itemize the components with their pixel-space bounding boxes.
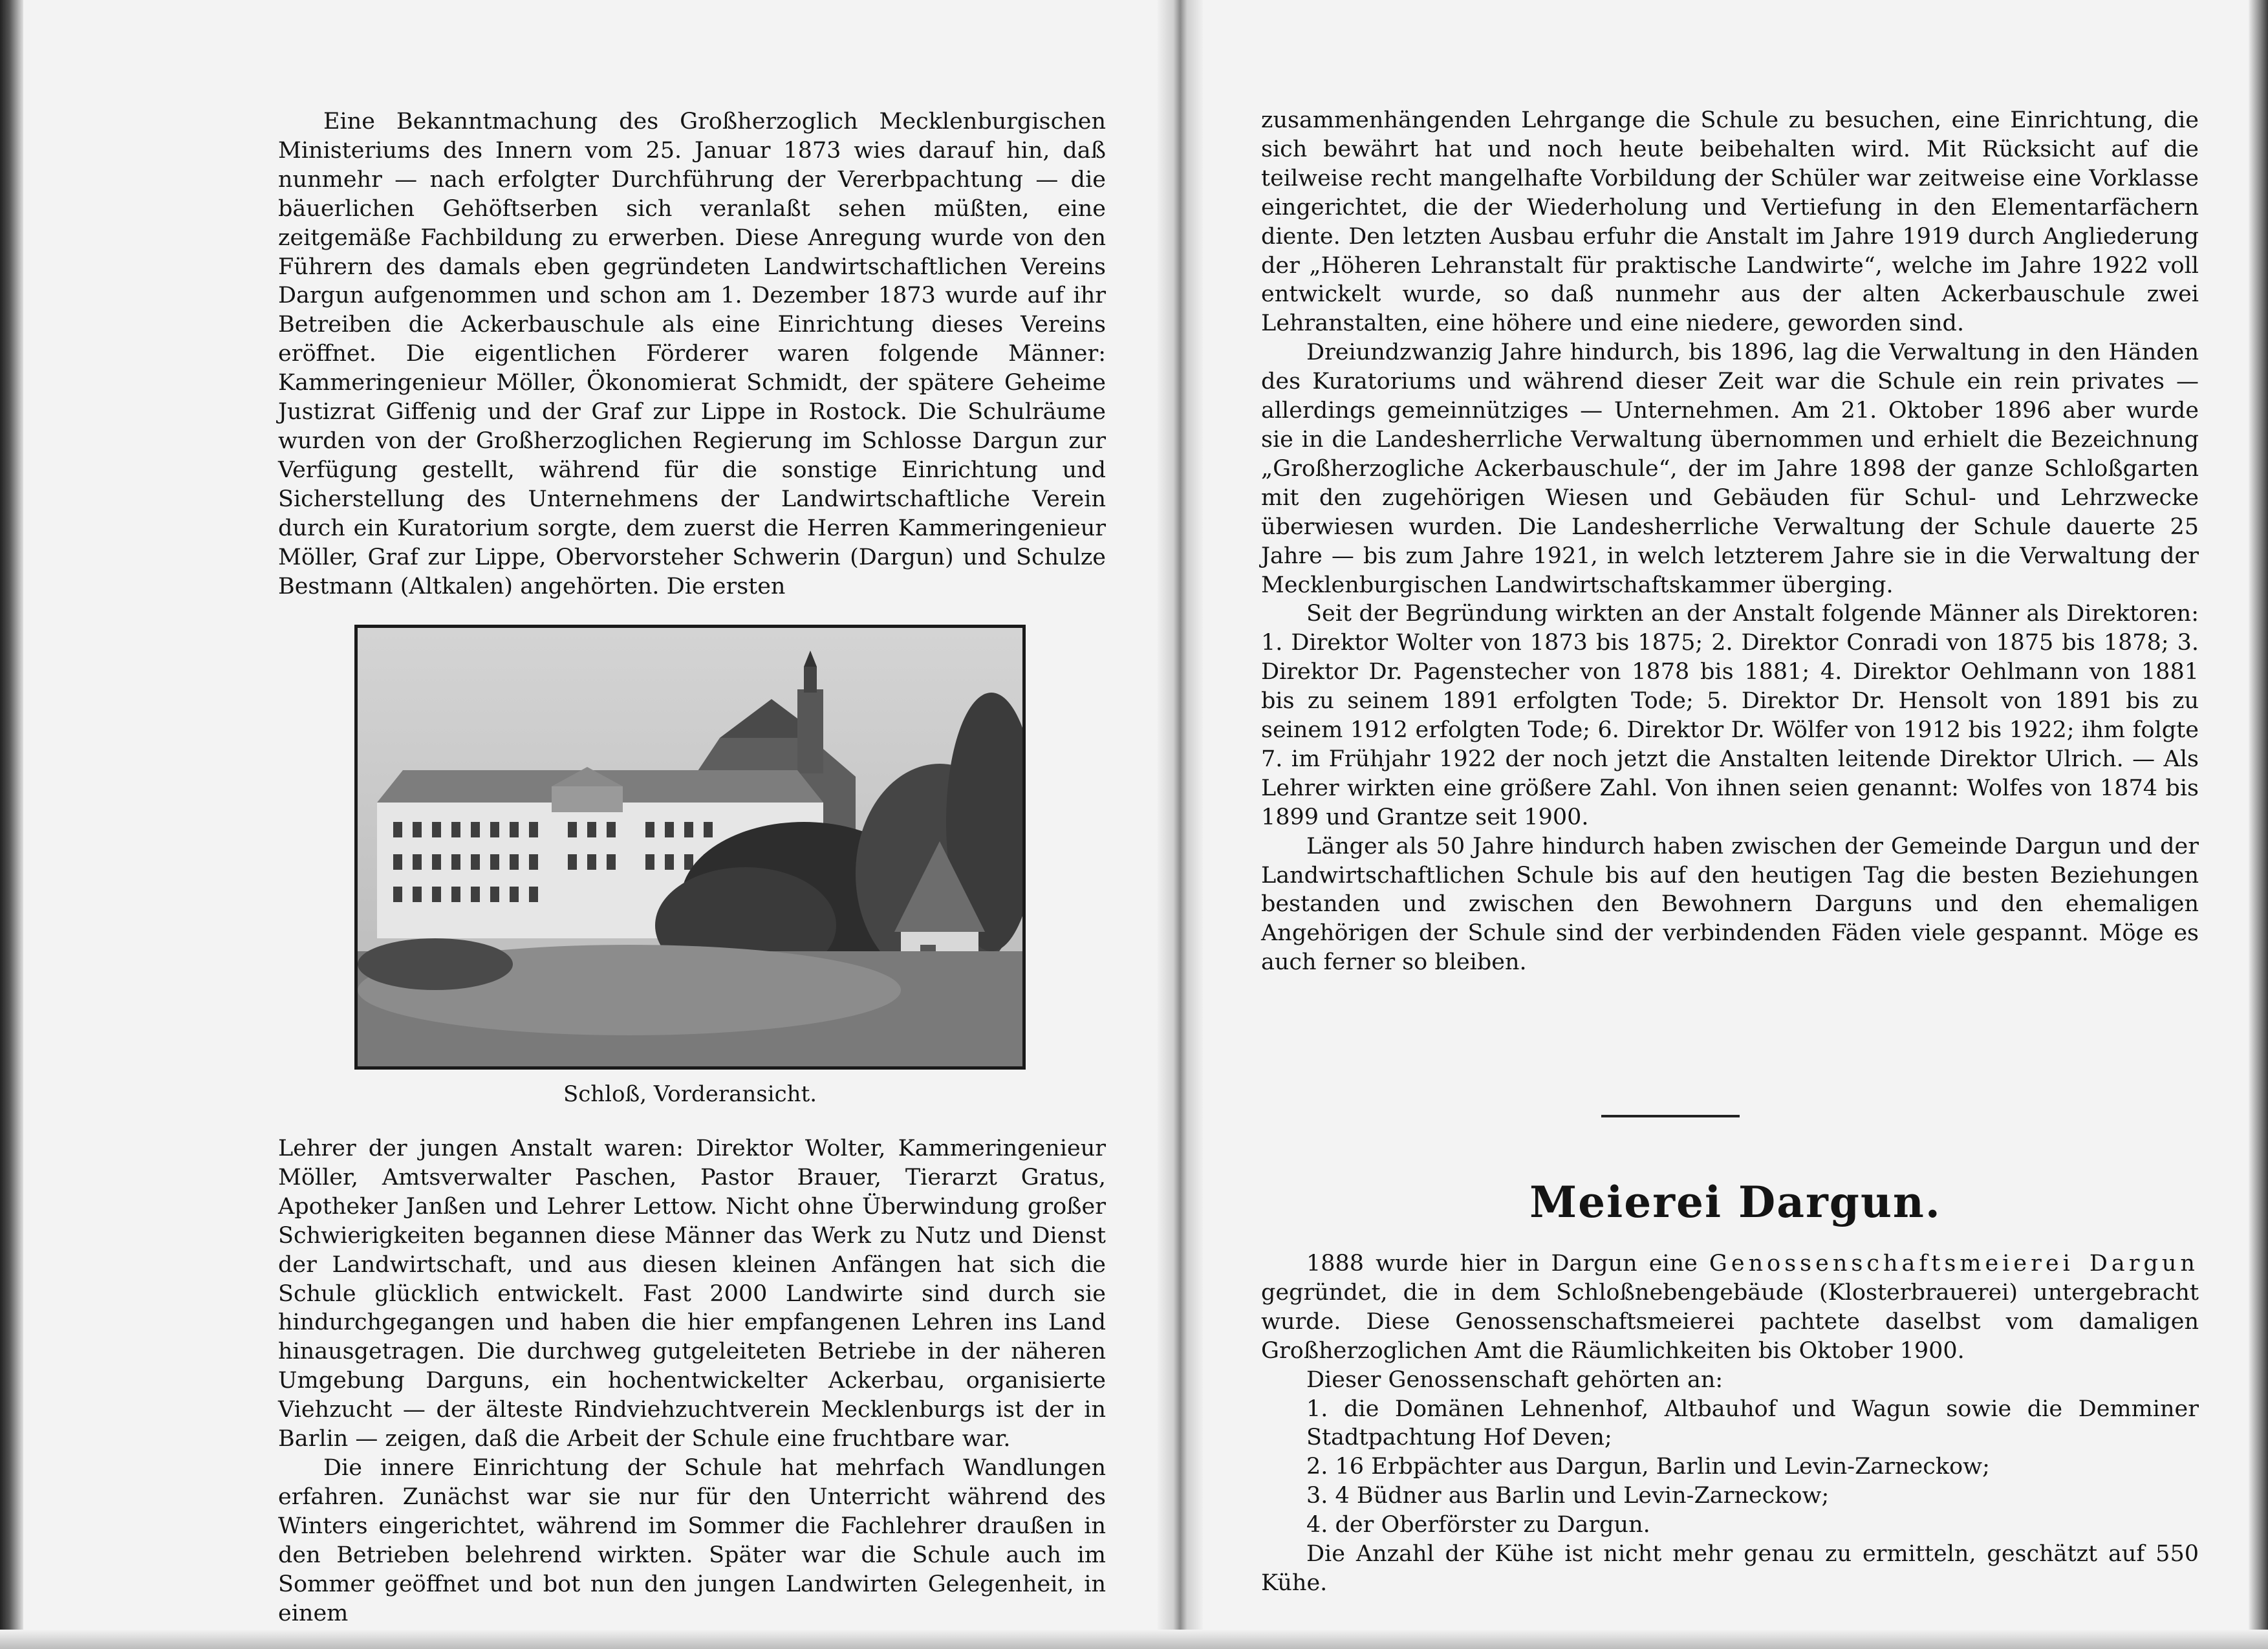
left-paragraph-2: Lehrer der jungen Anstalt waren: Direktor Wolter, Kammeringenieur Möller, Amtsverwalter Paschen, Pastor Brauer, Tierarzt Gratus, Apotheker Janßen und Lehrer Lettow. Nicht ohne Überwindung großer Schwierigkeiten begannen diese Männer das Werk zu Nutz und Dienst der Landwirtschaft, und aus diesen kleinen Anfängen hat sich die Schule glücklich entwickelt. Fast 2000 Landwirte sind durch sie hindurchgegangen und haben die hier empfangenen Lehren ins Land hinausgetragen. Die durchweg gutgeleiteten Betriebe in der näheren Umgebung Darguns, ein hochentwickelter Ackerbau, organisierte Viehzucht — der älteste Rindviehzuchtverein Mecklenburgs ist der in Barlin — zeigen, daß die Arbeit der Schule eine fruchtbare war. bbox=[278, 1136, 1106, 1452]
right-page-lower bbox=[1203, 0, 2268, 1649]
list-item: 2. 16 Erbpächter aus Dargun, Barlin und Levin-Zarneckow; bbox=[1306, 1454, 1990, 1480]
left-paragraph-3: Die innere Einrichtung der Schule hat mehrfach Wandlungen erfahren. Zunächst war sie nur für den Unterricht während des Winters eingerichtet, während im Sommer die Fachlehrer draußen in den Betrieben belehrend wirkten. Später war die Schule auch im Sommer geöffnet und bot nun den jungen Landwirten Gelegenheit, in einem bbox=[278, 1454, 1106, 1626]
left-text-upper bbox=[278, 107, 1106, 601]
right-paragraph-2: Dreiundzwanzig Jahre hindurch, bis 1896, lag die Verwaltung in den Händen des Kuratoriums und während dieser Zeit war die Schule ein rein privates — allerdings gemeinnütziges — Unternehmen. Am 21. Oktober 1896 aber wurde sie in die Landesherrliche Verwaltung übernommen und erhielt die Bezeichnung „Großherzogliche Ackerbauschule“, der im Jahre 1898 der ganze Schloßgarten mit den zugehörigen Wiesen und Gebäuden für Schul- und Lehrzwecke überwiesen wurden. Die Landesherrliche Verwaltung der Schule dauerte 25 Jahre — bis zum Jahre 1921, in welch letzterem Jahre sie in die Verwaltung der Mecklenburgischen Landwirtschaftskammer überging. bbox=[1261, 339, 2199, 598]
castle-photo bbox=[354, 625, 1026, 1070]
photo-caption: Schloß, Vorderansicht. bbox=[563, 1081, 817, 1107]
list-item: 1. die Domänen Lehnenhof, Altbauhof und Wagun sowie die Demminer Stadtpachtung Hof Deven; bbox=[1306, 1396, 2199, 1451]
right-paragraph-1: zusammenhängenden Lehrgange die Schule zu besuchen, eine Einrichtung, die sich bewährt hat und noch heute beibehalten wird. Mit Rücksicht auf die teilweise recht mangelhafte Vorbildung der Schüler war zeitweise eine Vorklasse eingerichtet, die der Wiederholung und Vertiefung in den Elementarfächern diente. Den letzten Ausbau erfuhr die Anstalt im Jahre 1919 durch Angliederung der „Höheren Lehranstalt für praktische Landwirte“, welche im Jahre 1922 voll entwickelt wurde, so daß nunmehr aus der alten Ackerbauschule zwei Lehranstalten, eine höhere und eine niedere, geworden sind. bbox=[1261, 107, 2199, 337]
closing-sentence: Die Anzahl der Kühe ist nicht mehr genau zu ermitteln, geschätzt auf 550 Kühe. bbox=[1261, 1541, 2199, 1596]
left-paragraph-1: Eine Bekanntmachung des Großherzoglich Mecklenburgischen Ministeriums des Innern vom 25. Januar 1873 wies darauf hin, daß nunmehr — nach erfolgter Durchführung der Vererbpachtung — die bäuerlichen Gehöftserben sich veranlaßt sehen müßten, eine zeitgemäße Fachbildung zu erwerben. Diese Anregung wurde von den Führern des damals eben gegründeten Landwirtschaftlichen Vereins Dargun aufgenommen und schon am 1. Dezember 1873 wurde auf ihr Betreiben die Ackerbauschule als eine Einrichtung dieses Vereins eröffnet. Die eigentlichen Förderer waren folgende Männer: Kammeringenieur Möller, Ökonomierat Schmidt, der spätere Geheime Justizrat Giffenig und der Graf zur Lippe in Rostock. Die Schulräume wurden von der Großherzoglichen Regierung im Schlosse Dargun zur Verfügung gestellt, während für die sonstige Einrichtung und Sicherstellung des Unternehmens der Landwirtschaftliche Verein durch ein Kuratorium sorgte, dem zuerst die Herren Kammeringenieur Möller, Graf zur Lippe, Obervorsteher Schwerin (Dargun) und Schulze Bestmann (Altkalen) angehörten. Die ersten bbox=[278, 109, 1106, 599]
list-item: 4. der Oberförster zu Dargun. bbox=[1306, 1512, 1650, 1538]
members-intro: Dieser Genossenschaft gehörten an: bbox=[1306, 1366, 1723, 1393]
right-paragraph-4: Länger als 50 Jahre hindurch haben zwischen der Gemeinde Dargun und der Landwirtschaftlichen Schule bis auf den heutigen Tag die besten Beziehungen bestanden und zwischen den Bewohnern Darguns und den ehemaligen Angehörigen der Schule sind der verbindenden Fäden viele gespannt. Möge es auch ferner so bleiben. bbox=[1261, 833, 2199, 976]
section-heading: Meierei Dargun. bbox=[1529, 1177, 1941, 1227]
meierei-intro-b: gegründet, die in dem Schloßnebengebäude (Klosterbrauerei) untergebracht wurde. Diese Genossenschaftsmeierei pachtete daselbst vom damaligen Großherzoglichen Amt die Räumlichkeiten bis Oktober 1900. bbox=[1261, 1279, 2199, 1364]
book-gutter bbox=[1158, 0, 1203, 1649]
meierei-name: Genossenschaftsmeierei Dargun bbox=[1709, 1251, 2199, 1277]
list-item: 3. 4 Büdner aus Barlin und Levin-Zarneckow; bbox=[1306, 1483, 1830, 1509]
right-text-lower bbox=[1261, 1249, 2199, 1598]
castle-illustration bbox=[358, 628, 1022, 1066]
members-list bbox=[1261, 1395, 2199, 1540]
left-text-lower bbox=[278, 1134, 1106, 1628]
meierei-intro bbox=[1261, 1249, 2199, 1366]
meierei-intro-a: 1888 wurde hier in Dargun eine bbox=[1306, 1251, 1698, 1277]
right-paragraph-3: Seit der Begründung wirkten an der Anstalt folgende Männer als Direktoren: 1. Direktor Wolter von 1873 bis 1875; 2. Direktor Conradi von 1875 bis 1878; 3. Direktor Dr. Pagenstecher von 1878 bis 1881; 4. Direktor Oehlmann von 1881 bis zu seinem 1891 erfolgten Tode; 5. Direktor Dr. Hensolt von 1891 bis zu seinem 1912 erfolgten Tode; 6. Direktor Dr. Wölfer von 1912 bis 1922; ihm folgte 7. im Frühjahr 1922 der noch jetzt die Anstalten leitende Direktor Ulrich. — Als Lehrer wirkten eine größere Zahl. Von ihnen seien genannt: Wolfes von 1874 bis 1899 und Grantze seit 1900. bbox=[1261, 601, 2199, 830]
